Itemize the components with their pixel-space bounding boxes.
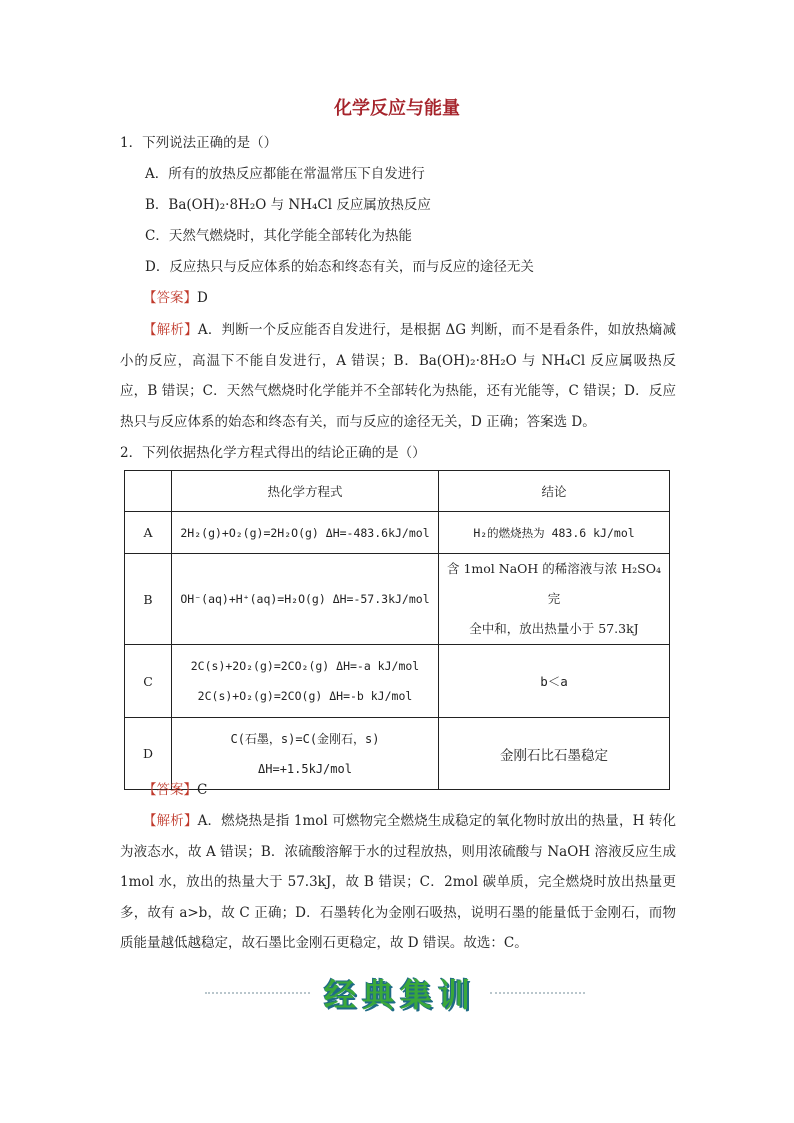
q1-analysis [120,315,676,437]
q2-answer-line [143,780,207,800]
q1-option-d: D．反应热只与反应体系的始态和终态有关，而与反应的途径无关 [145,259,534,275]
q2-table-row-a [125,512,670,554]
q1-option-c: C．天然气燃烧时，其化学能全部转化为热能 [145,228,412,244]
section-banner [205,970,585,1014]
q2-table-header-conclusion: 结论 [439,471,670,512]
q2-table-row-c [125,645,670,718]
q2-table-header-blank [125,471,172,512]
row-conclusion-line-1: 含 1mol NaOH 的稀溶液与浓 H₂SO₄完 [447,561,661,606]
banner-left-dots [205,992,310,994]
q2-analysis-tag: 【解析】 [143,813,198,829]
row-equation: OH⁻(aq)+H⁺(aq)=H₂O(g) ΔH=-57.3kJ/mol [172,554,439,645]
row-equation-line-1: 2C(s)+2O₂(g)=2CO₂(g) ΔH=-a kJ/mol [190,659,420,673]
row-conclusion: 金刚石比石墨稳定 [439,718,670,790]
row-label: D [125,718,172,790]
banner-title: 经典集训 [323,976,476,1014]
q2-table-row-d [125,718,670,790]
q1-analysis-text: A．判断一个反应能否自发进行，是根据 ΔG 判断，而不是看条件，如放热熵减小的反应，高温下不能自发进行，A 错误；B．Ba(OH)₂·8H₂O 与 NH₄Cl 反应属吸热反应，B 错误；C．天然气燃烧时化学能并不全部转化为热能，还有光能等，C 错误；D．反应热只与反应体系的始态和终态有关，而与反应的途径无关，D 正确；答案选 D。 [120,322,676,430]
q1-option-b: B．Ba(OH)₂·8H₂O 与 NH₄Cl 反应属放热反应 [145,197,431,213]
q1-stem: 1．下列说法正确的是（） [120,135,278,151]
q2-table [124,470,670,790]
row-conclusion-line-2: 全中和，放出热量小于 57.3kJ [469,621,639,636]
q1-answer-value: D [197,290,208,306]
row-equation [172,718,439,790]
q2-table-header-row [125,471,670,512]
q2-answer-tag: 【答案】 [143,782,197,798]
q2-analysis-text: A．燃烧热是指 1mol 可燃物完全燃烧生成稳定的氧化物时放出的热量，H 转化为液态水，故 A 错误；B．浓硫酸溶解于水的过程放热，则用浓硫酸与 NaOH 溶液反应生成 1mol 水，放出的热量大于 57.3kJ，故 B 错误；C．2mol 碳单质，完全燃烧时放出热量更多，故有 a>b，故 C 正确；D．石墨转化为金刚石吸热，说明石墨的能量低于金刚石，而物质能量越低越稳定，故石墨比金刚石更稳定，故 D 错误。故选：C。 [120,813,676,951]
row-label: A [125,512,172,554]
row-equation-line-2: 2C(s)+O₂(g)=2CO(g) ΔH=-b kJ/mol [197,689,413,703]
row-label: C [125,645,172,718]
q1-answer-line [143,288,208,308]
document-title: 化学反应与能量 [334,98,460,119]
q2-table-header-equation: 热化学方程式 [172,471,439,512]
q2-analysis [120,806,676,959]
q1-option-a: A．所有的放热反应都能在常温常压下自发进行 [145,166,425,182]
row-conclusion: b＜a [439,645,670,718]
banner-right-dots [490,992,585,994]
q2-answer-value: C [197,782,208,798]
row-label: B [125,554,172,645]
q1-answer-tag: 【答案】 [143,290,197,306]
row-conclusion: H₂的燃烧热为 483.6 kJ/mol [439,512,670,554]
row-equation-line-1: C(石墨，s)=C(金刚石，s) [230,731,380,746]
q1-analysis-tag: 【解析】 [143,322,198,338]
row-equation: 2H₂(g)+O₂(g)=2H₂O(g) ΔH=-483.6kJ/mol [172,512,439,554]
row-conclusion [439,554,670,645]
q2-table-row-b [125,554,670,645]
row-equation [172,645,439,718]
row-equation-line-2: ΔH=+1.5kJ/mol [258,761,352,776]
q2-stem: 2．下列依据热化学方程式得出的结论正确的是（） [120,445,426,461]
